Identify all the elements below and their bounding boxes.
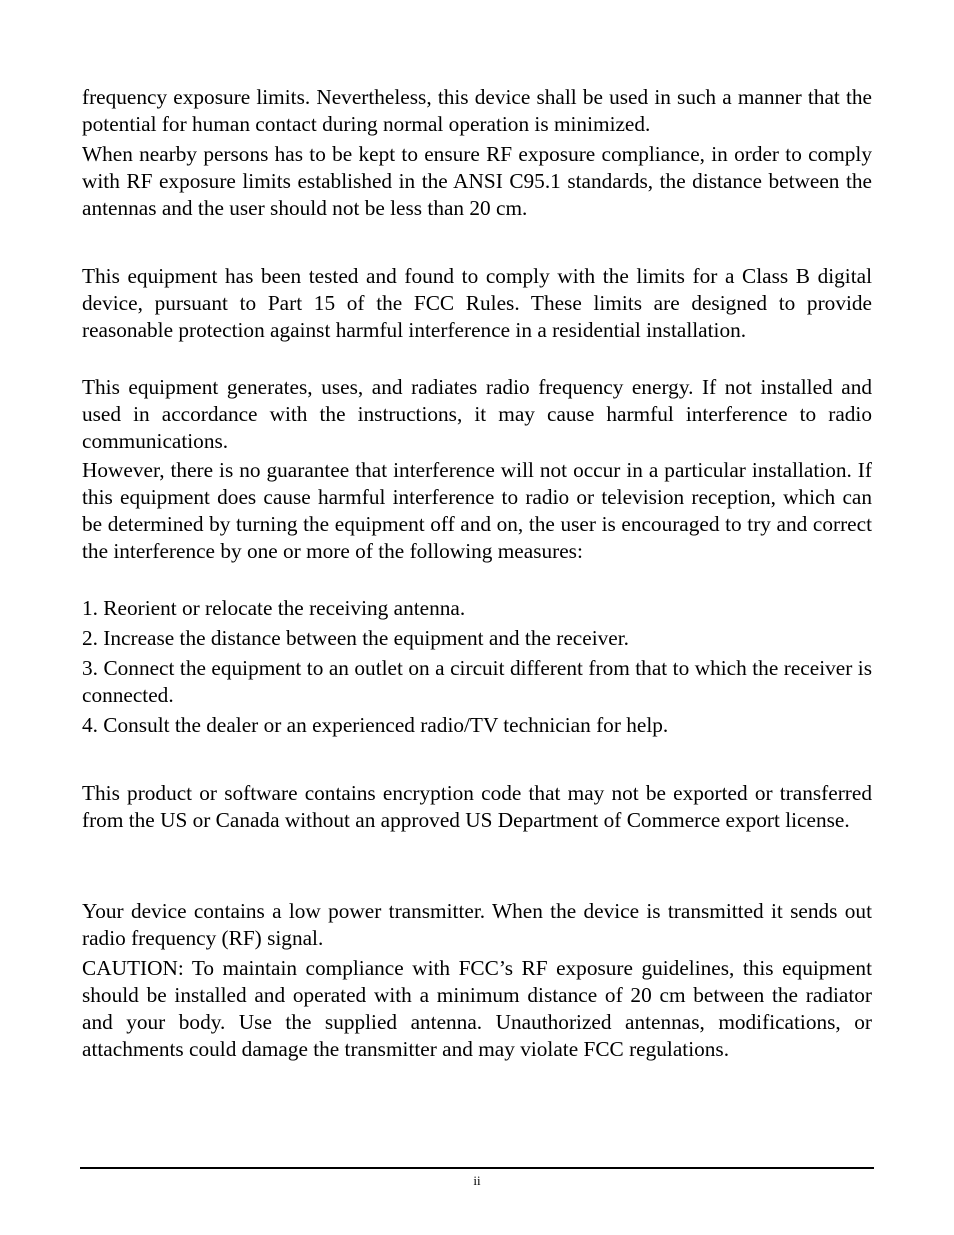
paragraph-encryption-export: This product or software contains encryption code that may not be exported or transferred from the US or Canada without an approved US Department of Commerce export license. (82, 781, 872, 832)
paragraph-rf-exposure-intro: frequency exposure limits. Nevertheless, this device shall be used in such a manner that the potential for human contact during normal operation is minimized. (82, 85, 872, 136)
list-item-measure-4: 4. Consult the dealer or an experienced radio/TV technician for help. (82, 713, 669, 737)
footer-divider (80, 1167, 874, 1169)
paragraph-caution: CAUTION: To maintain compliance with FCC’s RF exposure guidelines, this equipment should be installed and operated with a minimum distance of 20 cm between the radiator and your body. Use the supplied antenna. Unauthorized antennas, modifications, or attachments could damage the transmitter and may violate FCC regulations. (82, 956, 872, 1061)
page-number: ii (473, 1173, 481, 1188)
paragraph-class-b-compliance: This equipment has been tested and found to comply with the limits for a Class B digital device, pursuant to Part 15 of the FCC Rules. These limits are designed to provide reasonable protection against harmful interference in a residential installation. (82, 264, 872, 342)
list-item-measure-1: 1. Reorient or relocate the receiving antenna. (82, 596, 466, 620)
paragraph-rf-exposure-distance: When nearby persons has to be kept to ensure RF exposure compliance, in order to comply with RF exposure limits established in the ANSI C95.1 standards, the distance between the antennas and the user should not be less than 20 cm. (82, 142, 872, 220)
paragraph-low-power-transmitter: Your device contains a low power transmitter. When the device is transmitted it sends out radio frequency (RF) signal. (82, 899, 872, 950)
paragraph-radio-energy: This equipment generates, uses, and radiates radio frequency energy. If not installed and used in accordance with the instructions, it may cause harmful interference to radio communications. (82, 375, 872, 453)
list-item-measure-2: 2. Increase the distance between the equipment and the receiver. (82, 626, 629, 650)
list-item-measure-3: 3. Connect the equipment to an outlet on a circuit different from that to which the receiver is connected. (82, 656, 872, 707)
paragraph-interference-guarantee: However, there is no guarantee that interference will not occur in a particular installation. If this equipment does cause harmful interference to radio or television reception, which can be determined by turning the equipment off and on, the user is encouraged to try and correct the interference by one or more of the following measures: (82, 458, 872, 563)
